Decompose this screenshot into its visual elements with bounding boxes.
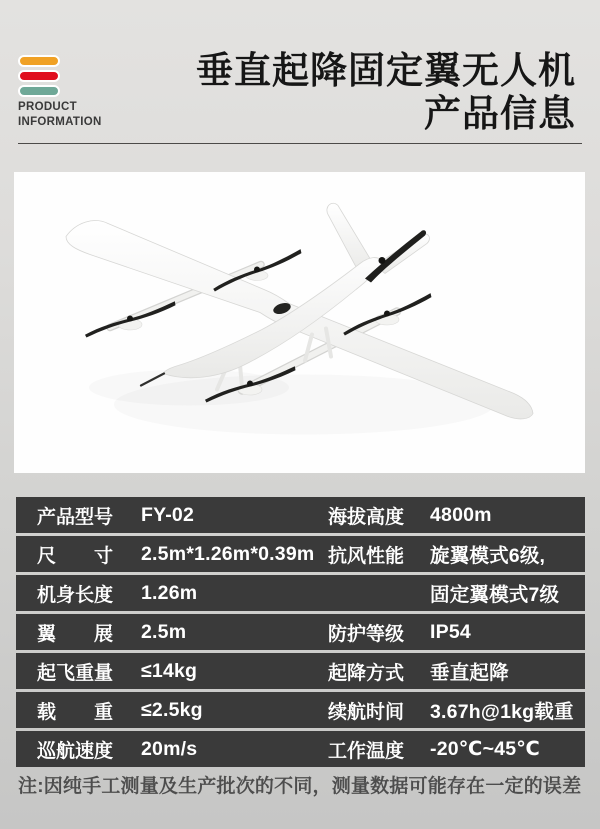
brand-logo — [18, 55, 60, 100]
drone-illustration — [14, 172, 585, 473]
spec-value: 1.26m — [141, 581, 198, 604]
spec-row-wingspan — [16, 614, 585, 650]
spec-value: IP54 — [430, 620, 471, 643]
spec-label: 翼展 — [37, 623, 113, 645]
spec-label: 机身长度 — [37, 584, 114, 606]
spec-label: 海拔高度 — [328, 506, 405, 528]
product-photo — [14, 172, 585, 473]
spec-label: 防护等级 — [328, 623, 405, 645]
page-title-line1: 垂直起降固定翼无人机 — [196, 50, 576, 91]
brand-text — [18, 100, 102, 130]
spec-table — [16, 497, 585, 770]
spec-row-payload — [16, 692, 585, 728]
spec-label: 工作温度 — [328, 740, 405, 762]
page-title — [196, 49, 576, 135]
spec-label: 巡航速度 — [37, 740, 114, 762]
brand-line2: INFORMATION — [18, 116, 102, 128]
spec-value: FY-02 — [141, 503, 195, 526]
spec-value: ≤14kg — [141, 659, 198, 682]
spec-value: 20m/s — [141, 737, 198, 760]
spec-label: 产品型号 — [37, 506, 114, 528]
spec-value: -20℃~45℃ — [430, 738, 541, 760]
spec-label: 起飞重量 — [37, 662, 114, 684]
spec-value: ≤2.5kg — [141, 698, 203, 721]
spec-value: 3.67h@1kg载重 — [430, 701, 574, 723]
spec-row-cruise-speed — [16, 731, 585, 767]
spec-label: 载重 — [37, 701, 113, 723]
spec-row-fuselage-length — [16, 575, 585, 611]
header-divider — [18, 143, 582, 144]
measurement-note: 注:因纯手工测量及生产批次的不同，测量数据可能存在一定的误差 — [18, 776, 582, 797]
spec-value: 2.5m*1.26m*0.39m — [141, 542, 315, 565]
spec-value: 4800m — [430, 503, 492, 526]
spec-label: 续航时间 — [328, 701, 405, 723]
spec-row-model — [16, 497, 585, 533]
spec-label: 起降方式 — [328, 662, 405, 684]
spec-value: 固定翼模式7级 — [430, 584, 560, 606]
page-title-line2: 产品信息 — [424, 93, 576, 134]
spec-value: 2.5m — [141, 620, 187, 643]
logo-bar-red — [18, 70, 60, 82]
spec-row-takeoff-weight — [16, 653, 585, 689]
logo-bar-orange — [18, 55, 60, 67]
spec-value: 旋翼模式6级, — [430, 545, 546, 567]
brand-line1: PRODUCT — [18, 101, 77, 113]
spec-row-size — [16, 536, 585, 572]
spec-value: 垂直起降 — [430, 662, 509, 684]
logo-bar-teal — [18, 85, 60, 97]
spec-label: 抗风性能 — [328, 545, 405, 567]
spec-label: 尺寸 — [37, 545, 113, 567]
